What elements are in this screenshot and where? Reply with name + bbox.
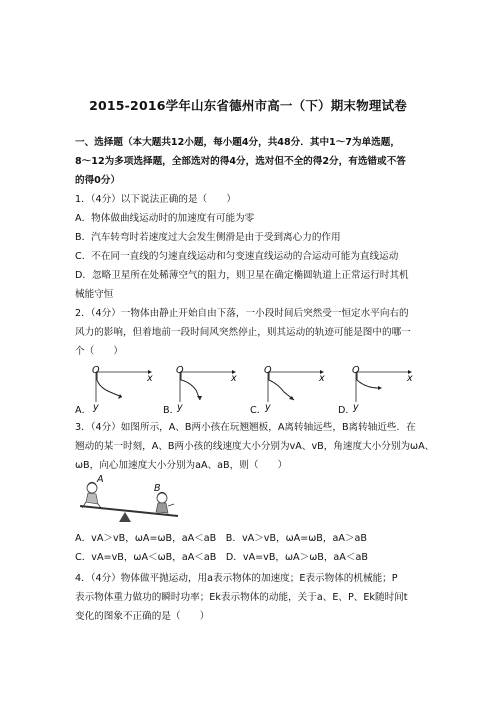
q1-option-c: C．不在同一直线的匀速直线运动和匀变速直线运动的合运动可能为直线运动 bbox=[75, 251, 399, 262]
q1-option-b: B．汽车转弯时若速度过大会发生侧滑是由于受到离心力的作用 bbox=[75, 232, 341, 243]
q3-stem-line1: 3．（4分）如图所示，A、B两小孩在玩翘翘板，A离转轴远些，B离转轴近些．在 bbox=[75, 422, 416, 433]
q2-option-d: D． bbox=[338, 405, 355, 416]
q4-stem-line2: 表示物体重力做功的瞬时功率；Ek表示物体的动能，关于a、E、P、Ek随时间t bbox=[75, 592, 408, 603]
q2-fig-a-y-label: y bbox=[93, 402, 99, 413]
seesaw-label-a: A bbox=[97, 474, 104, 485]
q2-fig-c-y-label: y bbox=[265, 402, 271, 413]
q2-fig-b-origin: O bbox=[176, 365, 184, 376]
q3-options-ab: A．vA＞vB，ωA=ωB，aA＜aB B．vA＞vB，ωA=ωB，aA＞aB bbox=[75, 533, 367, 544]
q1-stem: 1．（4分）以下说法正确的是（ ） bbox=[75, 194, 236, 205]
section-header-line3: 的得0分） bbox=[75, 175, 121, 186]
q2-fig-d-origin: O bbox=[352, 365, 360, 376]
q2-stem-line3: 个（ ） bbox=[75, 346, 123, 357]
q2-fig-c-origin: O bbox=[264, 365, 272, 376]
q1-option-a: A．物体做曲线运动时的加速度有可能为零 bbox=[75, 213, 255, 224]
q2-option-c: C． bbox=[250, 405, 267, 416]
seesaw-label-b: B bbox=[154, 483, 161, 494]
seesaw-illustration bbox=[76, 476, 186, 526]
q2-fig-a-origin: O bbox=[92, 365, 100, 376]
q2-fig-b-x-label: x bbox=[231, 373, 237, 384]
page-title: 2015-2016学年山东省德州市高一（下）期末物理试卷 bbox=[89, 98, 407, 113]
q4-stem-line1: 4．（4分）物体做平抛运动，用a表示物体的加速度；E表示物体的机械能；P bbox=[75, 573, 398, 584]
section-header-line1: 一、选择题（本大题共12小题，每小题4分，共48分．其中1〜7为单选题， bbox=[75, 137, 400, 148]
q2-fig-b-y-label: y bbox=[177, 402, 183, 413]
q3-stem-line3: ωB，向心加速度大小分别为aA、aB，则（ ） bbox=[75, 460, 288, 471]
q1-option-d-line2: 械能守恒 bbox=[75, 289, 114, 300]
q3-options-cd: C．vA=vB，ωA＜ωB，aA＜aB D．vA=vB，ωA＞ωB，aA＜aB bbox=[75, 552, 368, 563]
q3-stem-line2: 翘动的某一时刻，A、B两小孩的线速度大小分别为vA、vB，角速度大小分别为ωA、 bbox=[75, 441, 435, 452]
q2-stem-line2: 风力的影响，但着地前一段时间风突然停止，则其运动的轨迹可能是图中的哪一 bbox=[75, 327, 411, 338]
section-header-line2: 8〜12为多项选择题，全部选对的得4分，选对但不全的得2分，有选错或不答 bbox=[75, 156, 406, 167]
q2-option-b: B． bbox=[163, 405, 180, 416]
q2-fig-d-y-label: y bbox=[353, 402, 359, 413]
q2-option-a: A． bbox=[75, 405, 92, 416]
q1-option-d-line1: D．忽略卫星所在处稀薄空气的阻力，则卫星在确定椭圆轨道上正常运行时其机 bbox=[75, 270, 409, 281]
q4-stem-line3: 变化的图象不正确的是（ ） bbox=[75, 611, 210, 622]
q2-stem-line1: 2．（4分）一物体由静止开始自由下落，一小段时间后突然受一恒定水平向右的 bbox=[75, 308, 409, 319]
q2-fig-d-x-label: x bbox=[407, 373, 413, 384]
q2-fig-c-x-label: x bbox=[319, 373, 325, 384]
q2-fig-a-x-label: x bbox=[147, 373, 153, 384]
